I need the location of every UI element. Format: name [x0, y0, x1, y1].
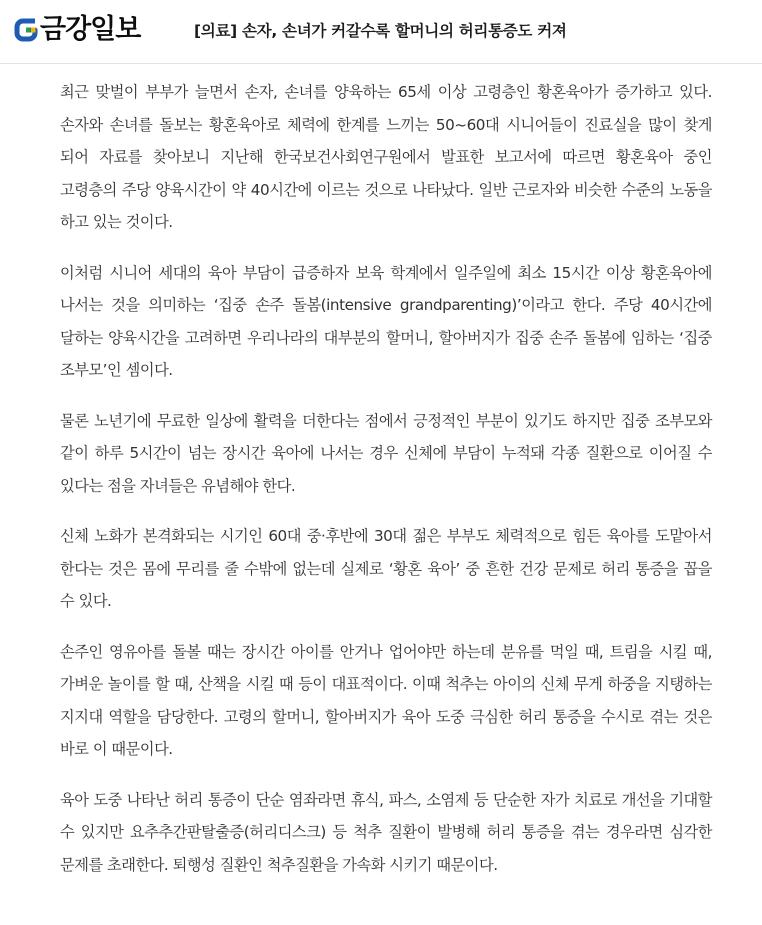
article-paragraph: 최근 맞벌이 부부가 늘면서 손자, 손녀를 양육하는 65세 이상 고령층인 황혼육아가 증가하고 있다. 손자와 손녀를 돌보는 황혼육아로 체력에 한계를 느끼는 50~60대 시니어들이 진료실을 많이 찾게 되어 자료를 찾아보니 지난해 한국보건사회연구원에서 발표한 보고서에 따르면 황혼육아 중인 고령층의 주당 양육시간이 약 40시간에 이르는 것으로 나타났다. 일반 근로자와 비슷한 수준의 노동을 하고 있는 것이다. — [60, 83, 712, 231]
article-paragraph: 신체 노화가 본격화되는 시기인 60대 중·후반에 30대 젊은 부부도 체력적으로 힘든 육아를 도맡아서 한다는 것은 몸에 무리를 줄 수밖에 없는데 실제로 ‘황혼 육아’ 중 흔한 건강 문제로 허리 통증을 꼽을 수 있다. — [60, 527, 712, 610]
article-headline: [의료] 손자, 손녀가 커갈수록 할머니의 허리통증도 커져 — [194, 22, 567, 40]
article-paragraph: 손주인 영유아를 돌볼 때는 장시간 아이를 안거나 업어야만 하는데 분유를 먹일 때, 트림을 시킬 때, 가벼운 놀이를 할 때, 산책을 시킬 때 등이 대표적이다. 이때 척추는 아이의 신체 무게 하중을 지탱하는 지지대 역할을 담당한다. 고령의 할머니, 할아버지가 육아 도중 극심한 허리 통증을 수시로 겪는 것은 바로 이 때문이다. — [60, 642, 712, 758]
site-logo[interactable] — [14, 12, 140, 48]
article-paragraph: 육아 도중 나타난 허리 통증이 단순 염좌라면 휴식, 파스, 소염제 등 단순한 자가 치료로 개선을 기대할 수 있지만 요추추간판탈출증(허리디스크) 등 척추 질환이 발병해 허리 통증을 겪는 경우라면 심각한 문제를 초래한다. 퇴행성 질환인 척추질환을 가속화 시키기 때문이다. — [60, 790, 712, 874]
logo-text: 금강일보 — [40, 14, 141, 45]
article-paragraph: 이처럼 시니어 세대의 육아 부담이 급증하자 보육 학계에서 일주일에 최소 15시간 이상 황혼육아에 나서는 것을 의미하는 ‘집중 손주 돌봄(intensive grandparenting)’이라고 한다. 주당 40시간에 달하는 양육시간을 고려하면 우리나라의 대부분의 할머니, 할아버지가 집중 손주 돌봄에 임하는 ‘집중 조부모’인 셈이다. — [60, 263, 712, 379]
article-body — [60, 76, 712, 899]
article-paragraph: 물론 노년기에 무료한 일상에 활력을 더한다는 점에서 긍정적인 부분이 있기도 하지만 집중 조부모와 같이 하루 5시간이 넘는 장시간 육아에 나서는 경우 신체에 부담이 누적돼 각종 질환으로 이어질 수 있다는 점을 자녀들은 유념해야 한다. — [60, 411, 712, 495]
g-logo-icon — [14, 15, 40, 45]
site-header — [0, 0, 762, 64]
